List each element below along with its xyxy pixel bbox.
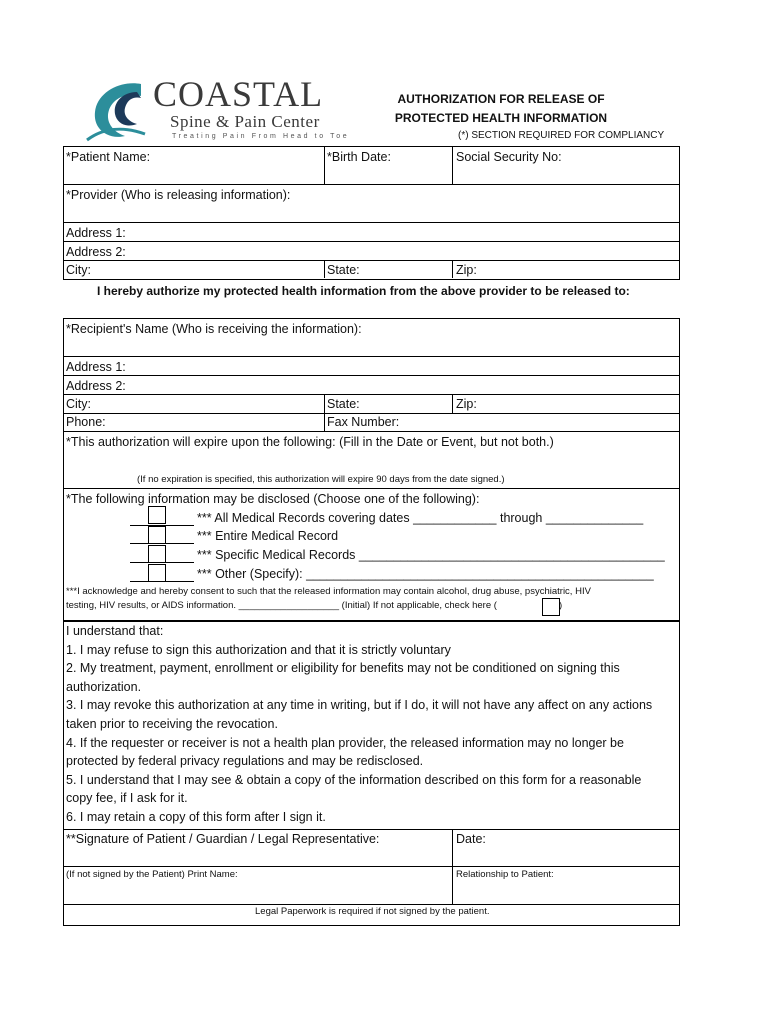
- form-title-line1: AUTHORIZATION FOR RELEASE OF: [397, 92, 605, 106]
- relationship-field[interactable]: Relationship to Patient:: [456, 869, 554, 880]
- signature-field[interactable]: **Signature of Patient / Guardian / Legal Representative:: [66, 832, 380, 846]
- understand-line: 4. If the requester or receiver is not a health plan provider, the released information may no longer be: [66, 735, 624, 750]
- recipient-name-field[interactable]: *Recipient's Name (Who is receiving the information):: [66, 322, 362, 336]
- understand-line: 2. My treatment, payment, enrollment or eligibility for benefits may not be conditioned on signing this: [66, 661, 620, 676]
- option-other: *** Other (Specify): __________________________________________________: [197, 567, 654, 581]
- recipient-city-field[interactable]: City:: [66, 397, 91, 411]
- consent-line2: testing, HIV results, or AIDS information. ___________________ (Initial) If not applicable, check here (: [66, 600, 497, 611]
- legal-paperwork-note: Legal Paperwork is required if not signed by the patient.: [255, 906, 490, 917]
- print-name-field[interactable]: (If not signed by the Patient) Print Name:: [66, 869, 238, 880]
- recipient-fax-field[interactable]: Fax Number:: [327, 415, 400, 429]
- recipient-zip-field[interactable]: Zip:: [456, 397, 477, 411]
- all-records-checkbox[interactable]: [148, 506, 166, 524]
- understand-line: 1. I may refuse to sign this authorization and that it is strictly voluntary: [66, 642, 451, 657]
- logo-brand: COASTAL: [153, 74, 324, 114]
- provider-city-field[interactable]: City:: [66, 263, 91, 277]
- signature-date-field[interactable]: Date:: [456, 832, 486, 846]
- option-entire-record: *** Entire Medical Record: [197, 529, 339, 543]
- birth-date-field[interactable]: *Birth Date:: [327, 150, 391, 164]
- understand-line: copy fee, if I ask for it.: [66, 791, 188, 806]
- not-applicable-checkbox[interactable]: [542, 598, 563, 616]
- provider-field[interactable]: *Provider (Who is releasing information):: [66, 188, 291, 202]
- entire-record-checkbox[interactable]: [148, 526, 166, 544]
- consent-close: ): [559, 600, 563, 611]
- understand-line: 6. I may retain a copy of this form after I sign it.: [66, 810, 326, 824]
- required-note: (*) SECTION REQUIRED FOR COMPLIANCY: [458, 130, 665, 141]
- understand-line: I understand that:: [66, 624, 164, 638]
- provider-address2-field[interactable]: Address 2:: [66, 245, 126, 259]
- understand-line: authorization.: [66, 679, 142, 694]
- disclosure-label: *The following information may be disclosed (Choose one of the following):: [66, 492, 480, 506]
- recipient-address2-field[interactable]: Address 2:: [66, 379, 126, 393]
- understand-line: 3. I may revoke this authorization at any time in writing, but if I do, it will not have any affect on any actions: [66, 698, 653, 713]
- understand-line: protected by federal privacy regulations and may be redisclosed.: [66, 754, 424, 769]
- provider-zip-field[interactable]: Zip:: [456, 263, 477, 277]
- expiration-note: (If no expiration is specified, this authorization will expire 90 days from the date signed.): [137, 474, 505, 485]
- other-checkbox[interactable]: [148, 564, 166, 582]
- provider-state-field[interactable]: State:: [327, 263, 360, 277]
- logo-tagline: Treating Pain From Head to Toe: [172, 133, 350, 140]
- recipient-address1-field[interactable]: Address 1:: [66, 360, 126, 374]
- ssn-field[interactable]: Social Security No:: [456, 150, 562, 164]
- option-specific-records: *** Specific Medical Records ____________________________________________: [197, 548, 665, 562]
- recipient-state-field[interactable]: State:: [327, 397, 360, 411]
- understand-line: taken prior to receiving the revocation.: [66, 717, 278, 731]
- understand-line: 5. I understand that I may see & obtain a copy of the information described on this form for a reasonable: [66, 772, 642, 787]
- specific-records-checkbox[interactable]: [148, 545, 166, 563]
- patient-name-field[interactable]: *Patient Name:: [66, 150, 151, 164]
- provider-address1-field[interactable]: Address 1:: [66, 226, 126, 240]
- authorize-statement: I hereby authorize my protected health information from the above provider to be released to:: [97, 284, 630, 298]
- consent-line1: ***I acknowledge and hereby consent to such that the released information may contain alcohol, drug abuse, psychiatric, HIV: [66, 586, 591, 597]
- form-title-line2: PROTECTED HEALTH INFORMATION: [394, 111, 608, 125]
- expiration-field[interactable]: *This authorization will expire upon the following: (Fill in the Date or Event, but not both.): [66, 435, 554, 449]
- recipient-phone-field[interactable]: Phone:: [66, 415, 106, 429]
- option-all-records: *** All Medical Records covering dates ____________ through ______________: [197, 511, 644, 525]
- logo-subtitle: Spine & Pain Center: [170, 112, 320, 131]
